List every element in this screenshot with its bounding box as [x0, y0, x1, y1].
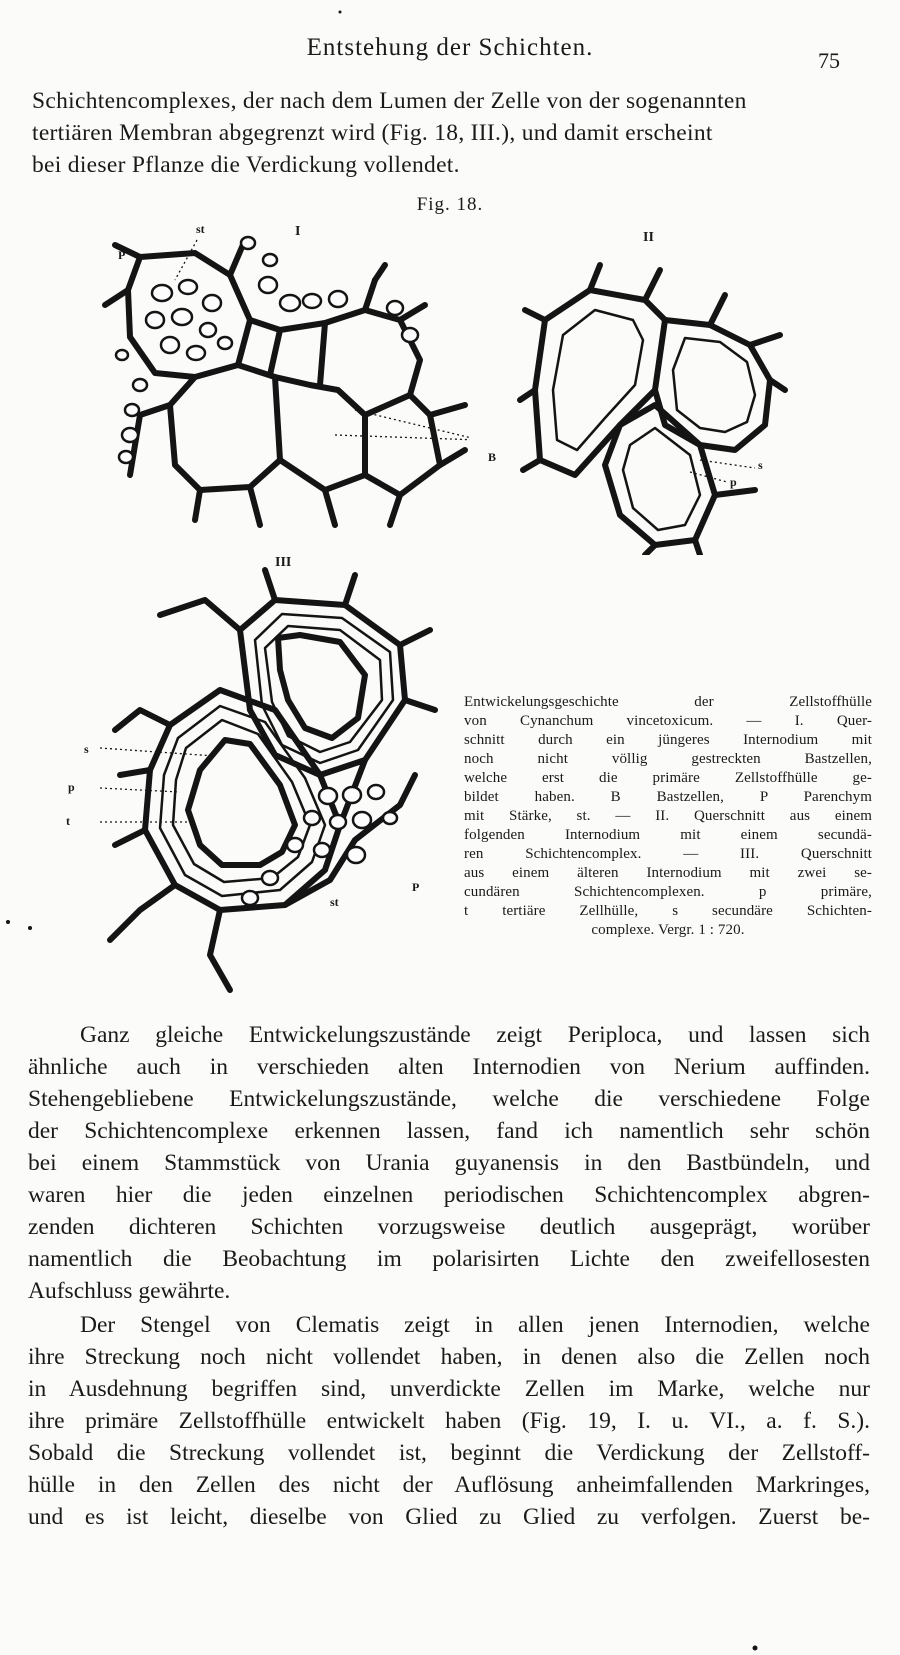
caption-line-13: complexe. Vergr. 1 : 720. [591, 922, 745, 938]
caption-line-11: cundären Schichtencomplexen. p primäre, [464, 884, 872, 900]
panel-label-i: I [295, 224, 301, 239]
caption-line-5: welche erst die primäre Zellstoffhülle ge- [464, 770, 872, 786]
body-line-4: der Schichtencomplexe erkennen lassen, fand ich namentlich sehr schön [28, 1118, 870, 1144]
caption-line-12: t tertiäre Zellhülle, s secundäre Schichten- [464, 903, 872, 919]
body-line-6: waren hier die jeden einzelnen periodischen Schichtencomplex abgren- [28, 1182, 870, 1208]
panel-label-iii: III [275, 555, 292, 570]
running-head: Entstehung der Schichten. [306, 34, 594, 61]
intro-line-1: Schichtencomplexes, der nach dem Lumen der Zelle von der sogenannten [32, 88, 747, 114]
body-line-11: ihre Streckung noch nicht vollendet haben, in denen also die Zellen noch [28, 1344, 870, 1370]
body-line-15: hülle in den Zellen des nicht der Auflösung anheimfallenden Markringes, [28, 1472, 870, 1498]
letter-t-iii: t [66, 814, 70, 828]
body-line-7: zenden dichteren Schichten vorzugsweise deutlich ausgeprägt, worüber [28, 1214, 870, 1240]
body-line-16: und es ist leicht, dieselbe von Glied zu Glied zu verfolgen. Zuerst be- [28, 1504, 870, 1530]
caption-line-9: ren Schichtencomplex. — III. Querschnitt [464, 846, 872, 862]
caption-line-3: schnitt durch ein jüngeres Internodium mit [464, 732, 872, 748]
letter-s-iii: s [84, 742, 89, 756]
caption-line-4: noch nicht völlig gestreckten Bastzellen, [464, 751, 872, 767]
letter-st-iii: st [330, 895, 339, 909]
caption-line-10: aus einem älteren Internodium mit zwei se- [464, 865, 872, 881]
figure-label: Fig. 18. [416, 194, 484, 215]
page-number: 75 [818, 48, 840, 73]
body-line-12: in Ausdehnung begriffen sind, unverdickte Zellen im Marke, welche nur [28, 1376, 870, 1402]
intro-line-2: tertiären Membran abgegrenzt wird (Fig. 18, III.), und damit erscheint [32, 120, 713, 146]
body-line-3: Stehengebliebene Entwickelungszustände, welche die verschiedene Folge [28, 1086, 870, 1112]
body-line-1: Ganz gleiche Entwickelungszustände zeigt Periploca, und lassen sich [80, 1022, 870, 1048]
body-line-2: ähnliche auch in verschieden alten Internodien von Nerium auffinden. [28, 1054, 870, 1080]
letter-st-top: st [196, 222, 205, 236]
caption-line-6: bildet haben. B Bastzellen, P Parenchym [464, 789, 872, 805]
panel-label-ii: II [643, 230, 654, 245]
body-line-14: Sobald die Streckung vollendet ist, beginnt die Verdickung der Zellstoff- [28, 1440, 870, 1466]
caption-line-8: folgenden Internodium mit einem secundä- [464, 827, 872, 843]
body-line-9: Aufschluss gewährte. [28, 1278, 231, 1304]
letter-b: B [488, 450, 497, 464]
body-line-10: Der Stengel von Clematis zeigt in allen jenen Internodien, welche [80, 1312, 870, 1338]
letter-p-ii: p [730, 475, 737, 489]
caption-line-7: mit Stärke, st. — II. Querschnitt aus einem [464, 808, 872, 824]
caption-line-2: von Cynanchum vincetoxicum. — I. Quer- [464, 713, 872, 729]
letter-s-ii: s [758, 458, 763, 472]
body-line-13: ihre primäre Zellstoffhülle entwickelt haben (Fig. 19, I. u. VI., a. f. S.). [28, 1408, 870, 1434]
letter-p-top: P [118, 248, 126, 262]
body-line-8: namentlich die Beobachtung im polarisirten Lichte den zweifellosesten [28, 1246, 870, 1272]
caption-line-1: Entwickelungsgeschichte der Zellstoffhülle [464, 694, 872, 710]
letter-p-iii: p [68, 780, 75, 794]
letter-p-right-iii: P [412, 880, 420, 894]
intro-line-3: bei dieser Pflanze die Verdickung vollendet. [32, 152, 460, 178]
body-line-5: bei einem Stammstück von Urania guyanensis in den Bastbündeln, und [28, 1150, 870, 1176]
